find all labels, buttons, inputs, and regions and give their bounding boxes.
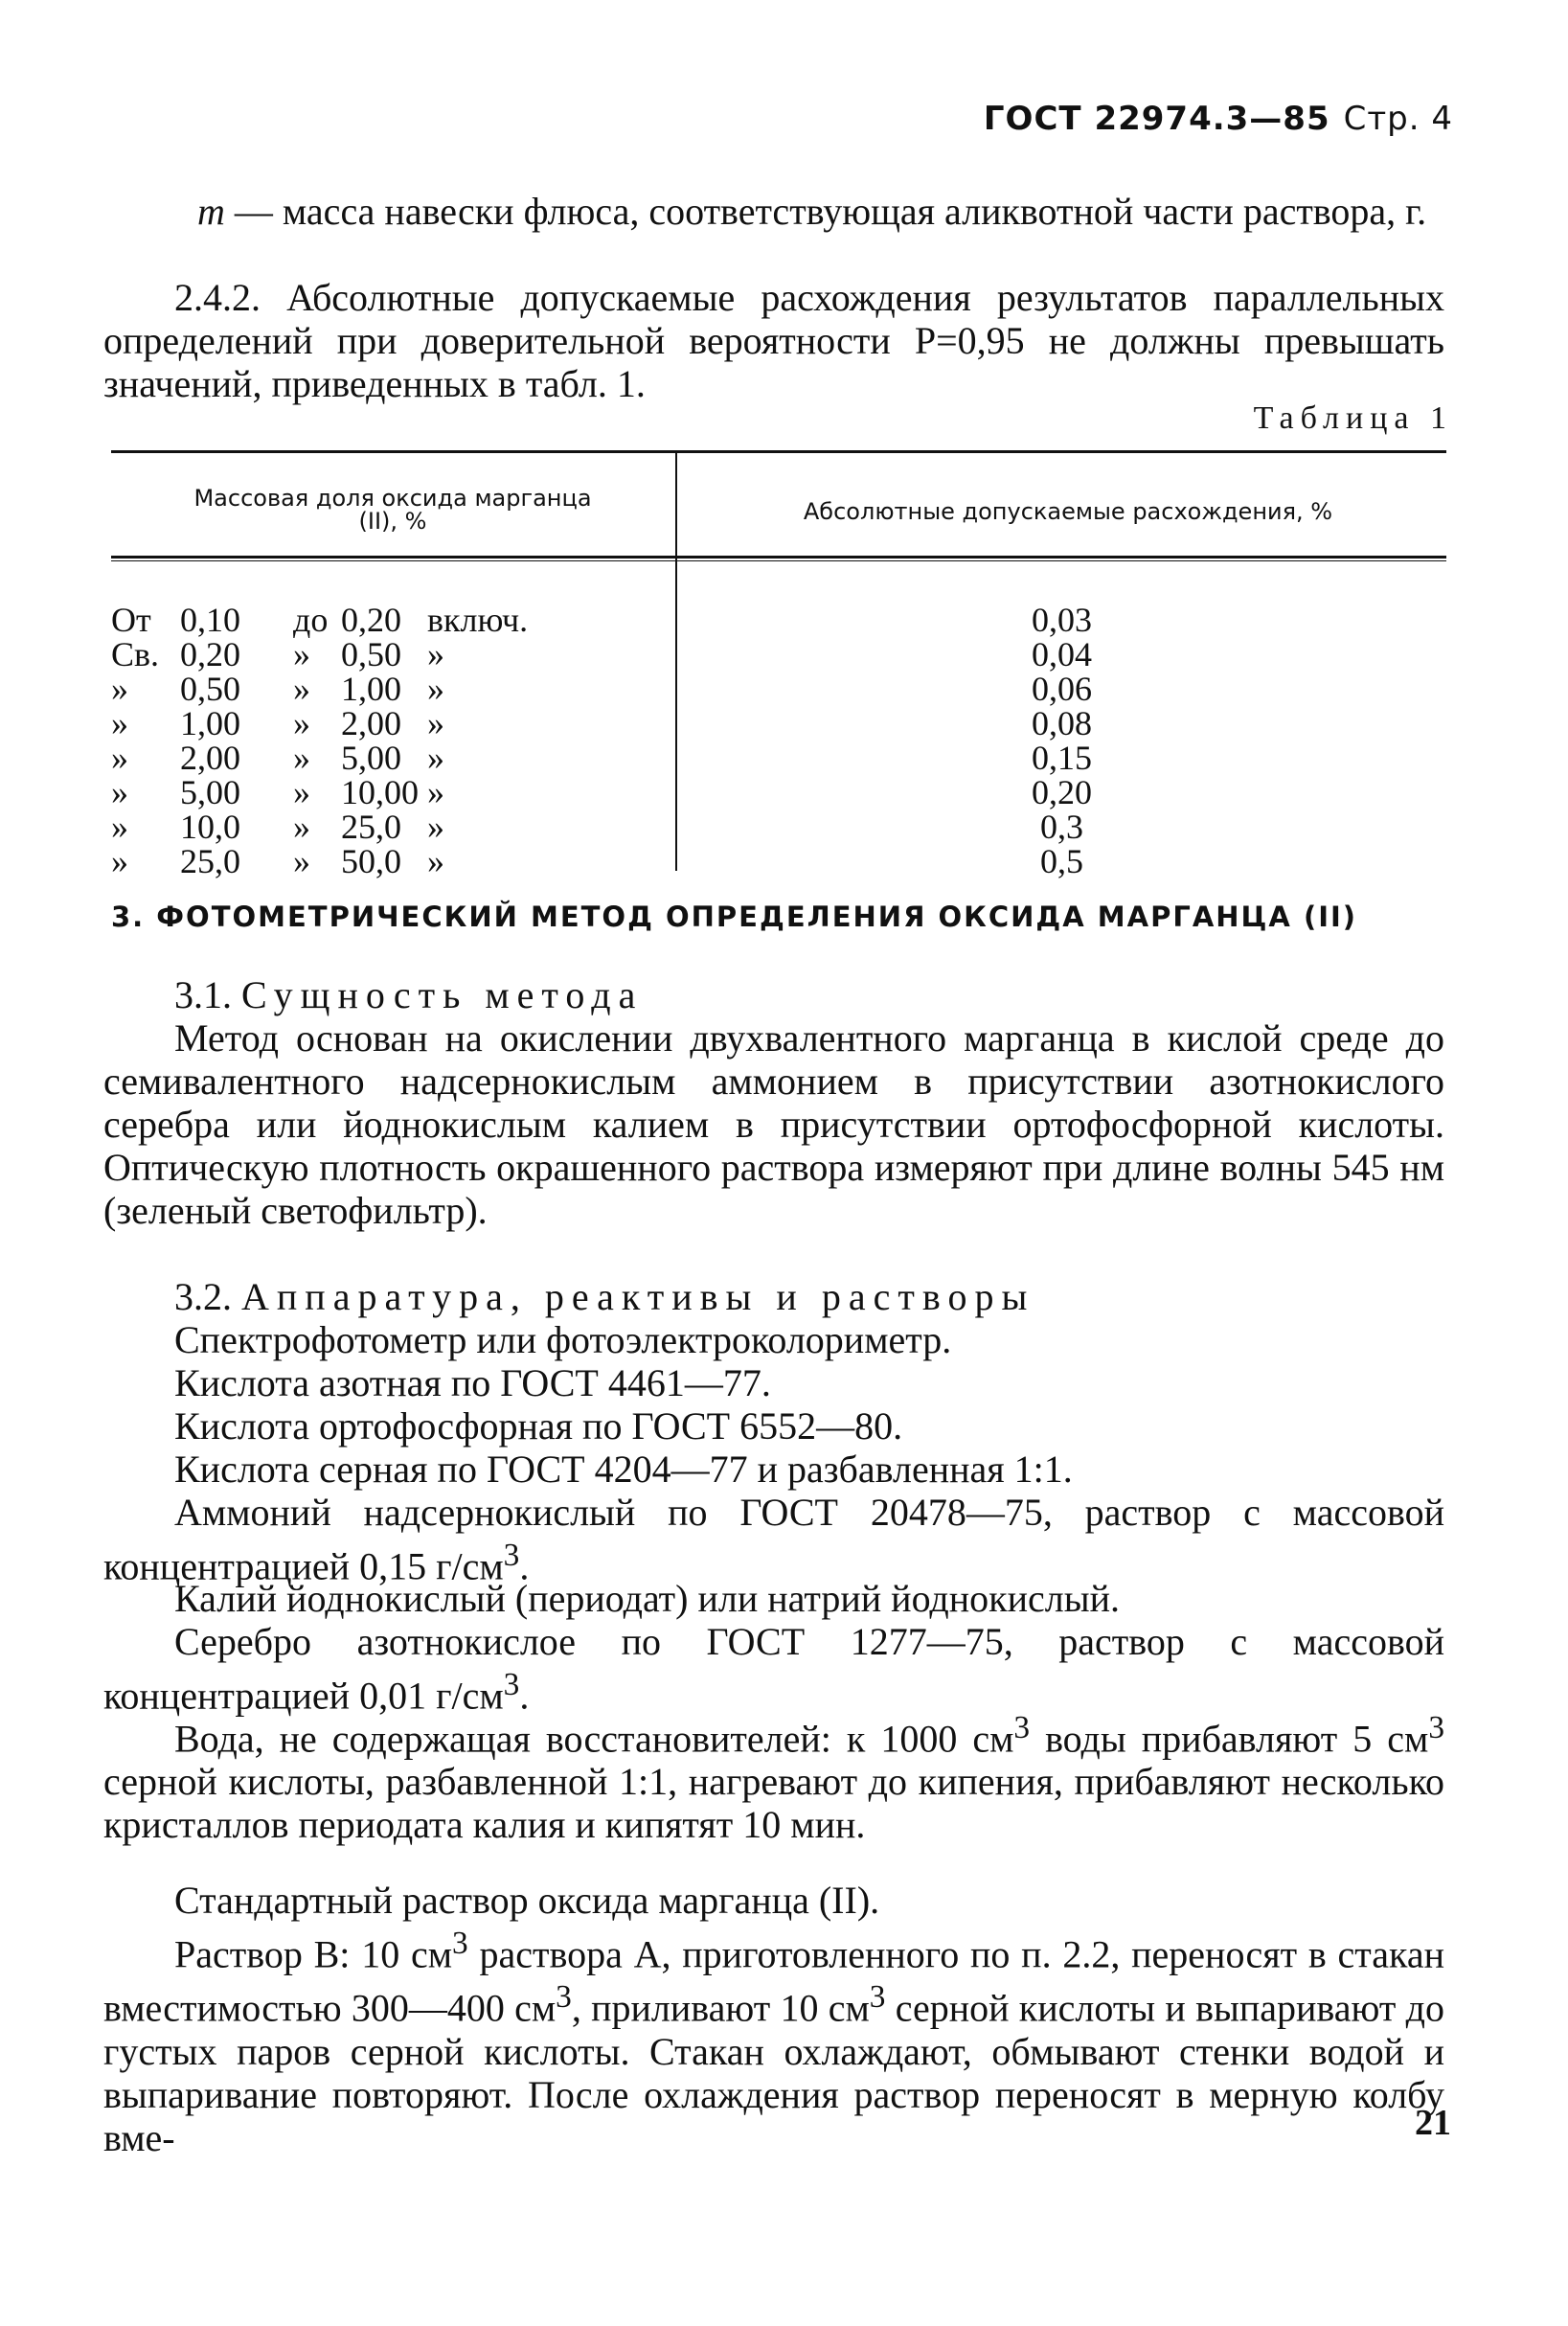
item-solution-b: Раствор В: 10 $см^3$ раствора А, приготовленного по п. 2.2, переносят в стакан вместимостью 300—400 $см^3$, приливают 10 $см^3$ серной кислоты и выпаривают до густых паров серной кислоты. Стакан охлаждают, обмывают стенки водой и выпаривание повторяют. После охлаждения раствор переносят в мерную колбу вме- bbox=[103, 1926, 1444, 2159]
range-prefix: » bbox=[111, 670, 128, 708]
table-caption: Таблица 1 bbox=[1253, 400, 1453, 436]
subsection-3-1-heading bbox=[174, 973, 1444, 1016]
table-row-range bbox=[111, 672, 648, 706]
range-suffix: включ. bbox=[427, 601, 529, 639]
range-connector: » bbox=[293, 808, 310, 846]
range-to: 50,0 bbox=[341, 842, 401, 880]
range-suffix: » bbox=[427, 670, 444, 708]
item-standard-solution: Стандартный раствор оксида марганца (II). bbox=[174, 1879, 880, 1922]
range-prefix: » bbox=[111, 704, 128, 742]
table-header-mass-fraction: Массовая доля оксида марганца (II), % bbox=[193, 485, 592, 535]
subsection-title: Аппаратура, реактивы и растворы bbox=[241, 1275, 1035, 1318]
range-connector: » bbox=[293, 739, 310, 777]
table-row-value: 0,06 bbox=[1032, 670, 1092, 708]
item-reductant-free-water: Вода, не содержащая восстановителей: к 1000 $см^3$ воды прибавляют 5 $см^3$ серной кислоты, разбавленной 1:1, нагревают до кипения, прибавляют несколько кристаллов периодата калия и кипятят 10 мин. bbox=[103, 1710, 1444, 1847]
item-silver-nitrate: Серебро азотнокислое по ГОСТ 1277—75, раствор с массовой концентрацией 0,01 $г/см^3$. bbox=[103, 1620, 1444, 1718]
range-from: 0,10 bbox=[180, 601, 240, 639]
table-header-rule bbox=[111, 556, 1446, 559]
range-prefix: От bbox=[111, 601, 151, 639]
range-connector: до bbox=[293, 601, 329, 639]
table-row-value: 0,08 bbox=[1032, 704, 1092, 742]
range-connector: » bbox=[293, 670, 310, 708]
range-prefix: » bbox=[111, 842, 128, 880]
table-header-discrepancy: Абсолютные допускаемые расхождения, % bbox=[803, 498, 1333, 525]
table-row-value: 0,3 bbox=[1040, 808, 1083, 846]
range-from: 1,00 bbox=[180, 704, 240, 742]
range-suffix: » bbox=[427, 808, 444, 846]
section-3-title: 3. ФОТОМЕТРИЧЕСКИЙ МЕТОД ОПРЕДЕЛЕНИЯ ОКСИДА МАРГАНЦА (II) bbox=[111, 901, 1358, 933]
table-row-value: 0,20 bbox=[1032, 773, 1092, 811]
range-prefix: » bbox=[111, 808, 128, 846]
range-prefix: Св. bbox=[111, 635, 160, 673]
subsection-title: Сущность метода bbox=[241, 973, 644, 1016]
range-suffix: » bbox=[427, 704, 444, 742]
item-potassium-periodate: Калий йоднокислый (периодат) или натрий йоднокислый. bbox=[174, 1577, 1121, 1620]
table-row-value: 0,5 bbox=[1040, 842, 1083, 880]
page-number: 21 bbox=[1415, 2103, 1451, 2143]
range-to: 1,00 bbox=[341, 670, 401, 708]
range-suffix: » bbox=[427, 635, 444, 673]
table-row-range bbox=[111, 603, 648, 637]
range-connector: » bbox=[293, 635, 310, 673]
range-from: 0,50 bbox=[180, 670, 240, 708]
range-connector: » bbox=[293, 704, 310, 742]
page-header bbox=[984, 100, 1453, 138]
table-row-range bbox=[111, 810, 648, 844]
range-from: 5,00 bbox=[180, 773, 240, 811]
range-suffix: » bbox=[427, 773, 444, 811]
m-definition-text: — масса навески флюса, соответствующая аликвотной части раствора, г. bbox=[224, 190, 1427, 233]
table-top-rule bbox=[111, 450, 1446, 453]
range-from: 25,0 bbox=[180, 842, 240, 880]
m-definition bbox=[197, 190, 1444, 233]
range-connector: » bbox=[293, 773, 310, 811]
range-from: 2,00 bbox=[180, 739, 240, 777]
range-connector: » bbox=[293, 842, 310, 880]
range-to: 5,00 bbox=[341, 739, 401, 777]
table-row-range bbox=[111, 775, 648, 810]
table-row-range bbox=[111, 637, 648, 672]
item-ammonium-persulfate: Аммоний надсернокислый по ГОСТ 20478—75, раствор с массовой концентрацией 0,15 $г/см^3$. bbox=[103, 1491, 1444, 1588]
item-phosphoric-acid: Кислота ортофосфорная по ГОСТ 6552—80. bbox=[174, 1404, 903, 1448]
table-row-value: 0,15 bbox=[1032, 739, 1092, 777]
item-spectrophotometer: Спектрофотометр или фотоэлектроколориметр. bbox=[174, 1318, 952, 1361]
range-prefix: » bbox=[111, 739, 128, 777]
range-to: 2,00 bbox=[341, 704, 401, 742]
range-to: 0,50 bbox=[341, 635, 401, 673]
page-label: Стр. 4 bbox=[1343, 100, 1453, 138]
item-nitric-acid: Кислота азотная по ГОСТ 4461—77. bbox=[174, 1361, 771, 1404]
range-from: 0,20 bbox=[180, 635, 240, 673]
m-symbol: m bbox=[197, 190, 225, 233]
paragraph-3-1-text: Метод основан на окислении двухвалентного марганца в кислой среде до семивалентного надсернокислым аммонием в присутствии азотнокислого серебра или йоднокислым калием в присутствии ортофосфорной кислоты. Оптическую плотность окрашенного раствора измеряют при длине волны 545 нм (зеленый светофильтр). bbox=[103, 1016, 1444, 1232]
table-row-value: 0,04 bbox=[1032, 635, 1092, 673]
document-code: ГОСТ 22974.3—85 bbox=[983, 100, 1330, 138]
range-suffix: » bbox=[427, 842, 444, 880]
item-sulfuric-acid: Кислота серная по ГОСТ 4204—77 и разбавленная 1:1. bbox=[174, 1448, 1073, 1491]
table-row-range bbox=[111, 741, 648, 775]
range-suffix: » bbox=[427, 739, 444, 777]
range-to: 10,00 bbox=[341, 773, 419, 811]
subsection-number: 3.1. bbox=[174, 973, 232, 1016]
range-from: 10,0 bbox=[180, 808, 240, 846]
range-prefix: » bbox=[111, 773, 128, 811]
table-row-range bbox=[111, 844, 648, 878]
table-header-rule-thin bbox=[111, 560, 1446, 561]
range-to: 25,0 bbox=[341, 808, 401, 846]
range-to: 0,20 bbox=[341, 601, 401, 639]
table-row-value: 0,03 bbox=[1032, 601, 1092, 639]
subsection-3-2-heading bbox=[174, 1275, 1444, 1318]
table-row-range bbox=[111, 706, 648, 741]
paragraph-2-4-2: 2.4.2. Абсолютные допускаемые расхождения результатов параллельных определений при доверительной вероятности P=0,95 не должны превышать значений, приведенных в табл. 1. bbox=[103, 276, 1444, 405]
subsection-number: 3.2. bbox=[174, 1275, 232, 1318]
